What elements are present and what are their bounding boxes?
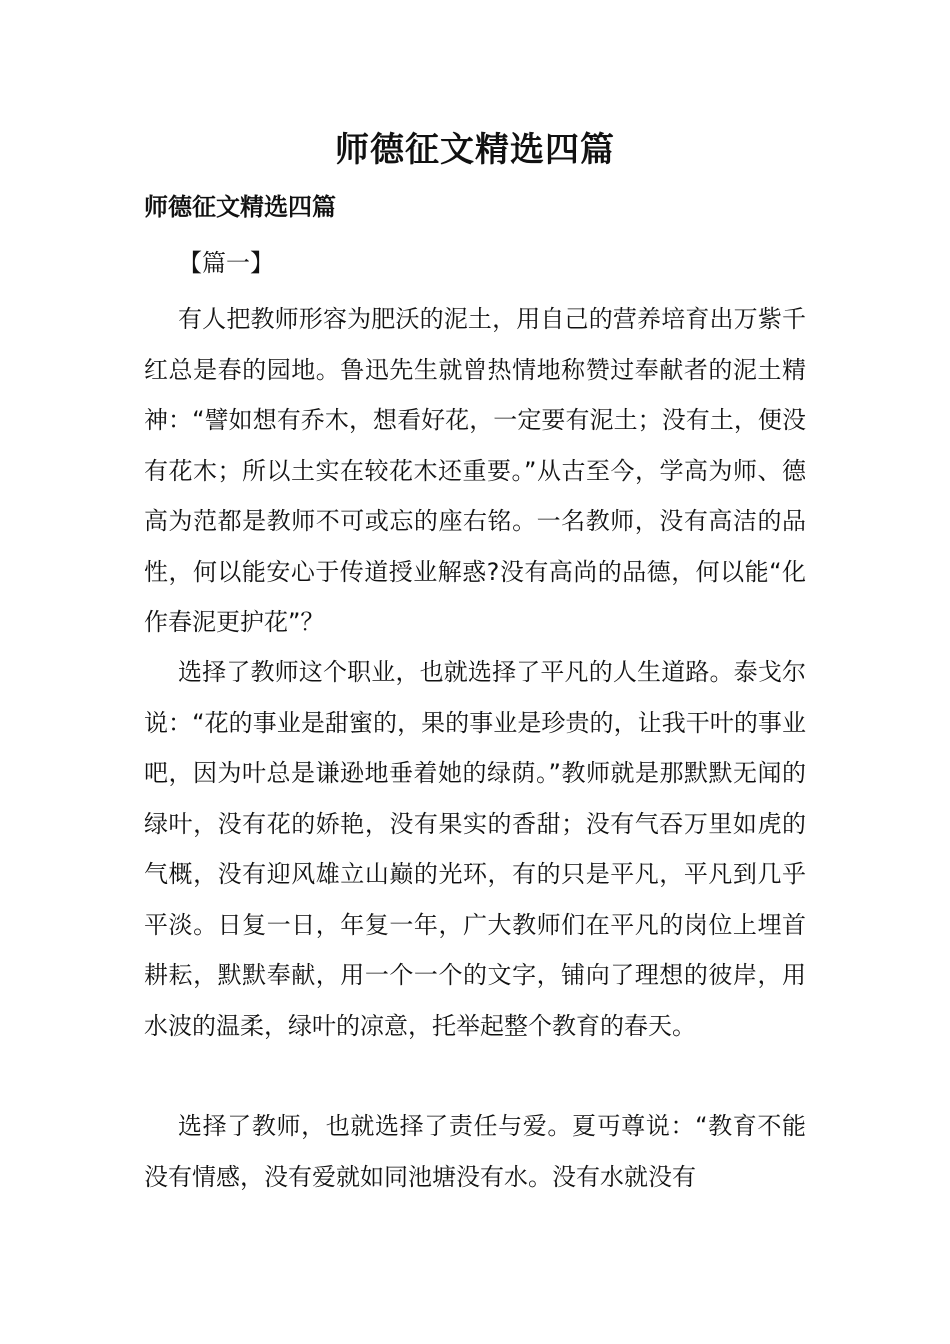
document-title: 师德征文精选四篇 — [335, 130, 615, 170]
body-paragraph: 选择了教师这个职业，也就选择了平凡的人生道路。泰戈尔说：“花的事业是甜蜜的，果的事业是珍贵的，让我干叶的事业吧，因为叶总是谦逊地垂着她的绿荫。”教师就是那默默无闻的绿叶，没有花的娇艳，没有果实的香甜；没有气吞万里如虎的气概，没有迎风雄立山巅的光环，有的只是平凡，平凡到几乎平淡。日复一日，年复一年，广大教师们在平凡的岗位上埋首耕耘，默默奉献，用一个一个的文字，铺向了理想的彼岸，用水波的温柔，绿叶的凉意，托举起整个教育的春天。 — [144, 658, 806, 1040]
document-subtitle: 师德征文精选四篇 — [144, 193, 336, 221]
section-label: 【篇一】 — [178, 249, 274, 277]
body-paragraph: 选择了教师，也就选择了责任与爱。夏丏尊说：“教育不能没有情感，没有爱就如同池塘没有水。没有水就没有 — [144, 1112, 806, 1191]
body-paragraph: 有人把教师形容为肥沃的泥土，用自己的营养培育出万紫千红总是春的园地。鲁迅先生就曾热情地称赞过奉献者的泥土精神：“譬如想有乔木，想看好花，一定要有泥土；没有土，便没有花木；所以土实在较花木还重要。”从古至今，学高为师、德高为范都是教师不可或忘的座右铭。一名教师，没有高洁的品性，何以能安心于传道授业解惑?没有高尚的品德，何以能“化作春泥更护花”？ — [144, 305, 806, 636]
